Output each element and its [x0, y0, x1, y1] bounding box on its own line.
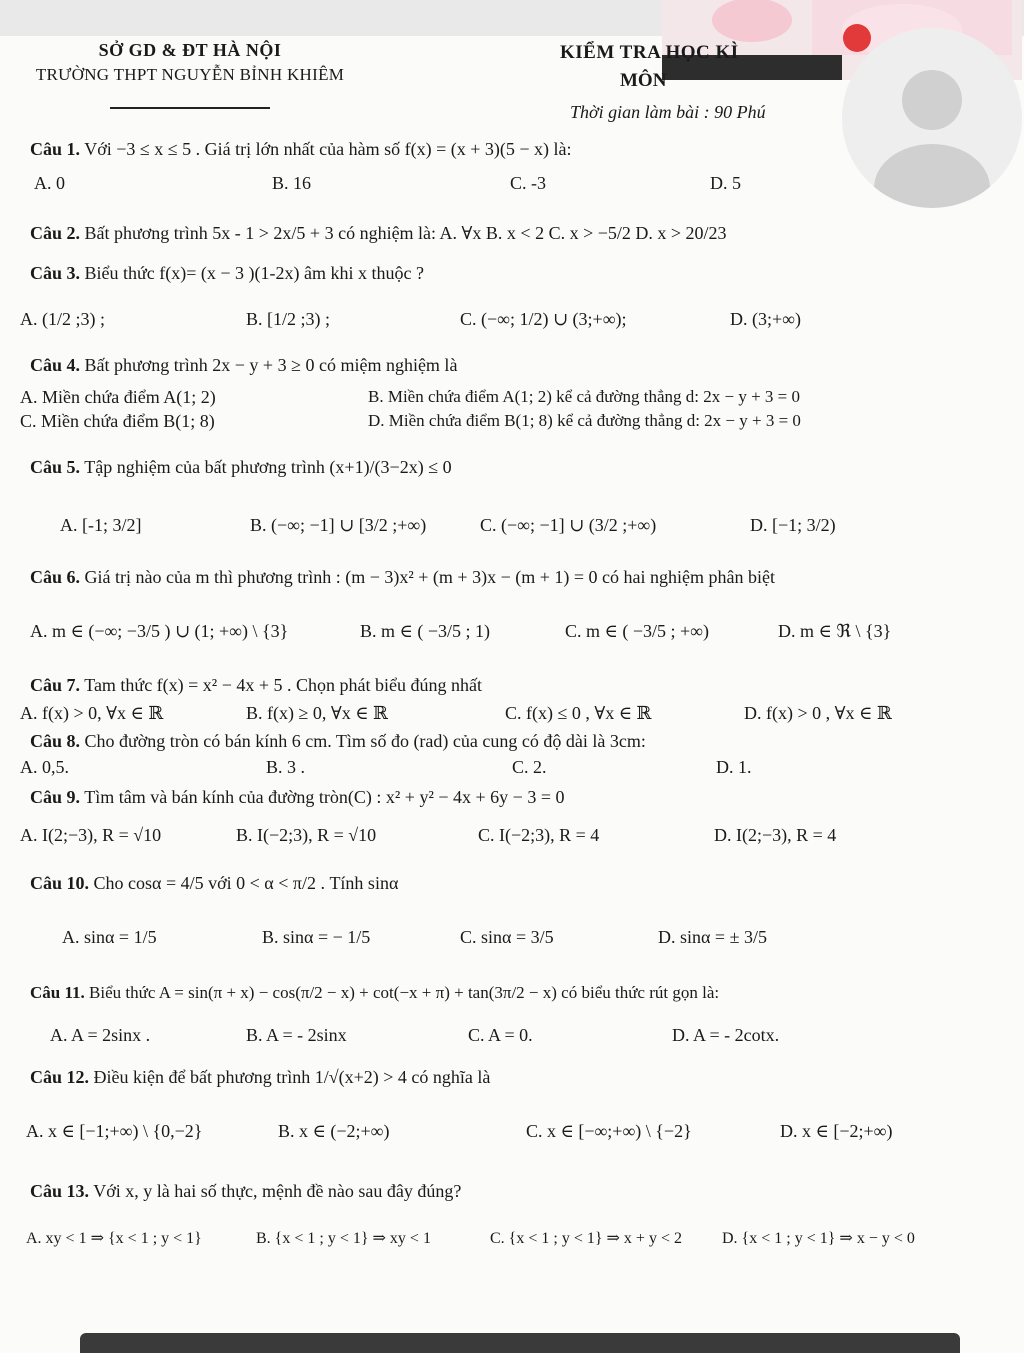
school-header — [0, 36, 380, 109]
question-4 — [30, 354, 457, 376]
option[interactable]: D. (3;+∞) — [730, 309, 801, 329]
option[interactable]: B. (−∞; −1] ∪ [3/2 ;+∞) — [250, 515, 427, 535]
option[interactable]: D. [−1; 3/2) — [750, 515, 836, 535]
question-text: Tìm tâm và bán kính của đường tròn(C) : x² + y² − 4x + 6y − 3 = 0 — [84, 787, 565, 807]
option[interactable]: D. 1. — [716, 757, 752, 777]
option[interactable]: B. f(x) ≥ 0, ∀x ∈ ℝ — [246, 703, 389, 723]
department-name: SỞ GD & ĐT HÀ NỘI — [98, 40, 282, 60]
option[interactable]: C. -3 — [510, 173, 546, 193]
option[interactable]: A. I(2;−3), R = √10 — [20, 825, 162, 845]
question-label: Câu 8. — [30, 731, 81, 751]
option[interactable]: C. Miền chứa điểm B(1; 8) — [20, 411, 215, 431]
option[interactable]: A. Miền chứa điểm A(1; 2) — [20, 387, 216, 407]
question-label: Câu 9. — [30, 787, 81, 807]
question-label: Câu 3. — [30, 263, 81, 283]
option[interactable]: C. m ∈ ( −3/5 ; +∞) — [565, 621, 709, 641]
question-label: Câu 4. — [30, 355, 81, 375]
option[interactable]: C. x ∈ [−∞;+∞) \ {−2} — [526, 1121, 692, 1141]
option[interactable]: D. I(2;−3), R = 4 — [714, 825, 837, 845]
question-1 — [30, 138, 572, 160]
question-text: Với −3 ≤ x ≤ 5 . Giá trị lớn nhất của hàm số f(x) = (x + 3)(5 − x) là: — [84, 139, 572, 159]
question-label: Câu 5. — [30, 457, 81, 477]
option[interactable]: A. xy < 1 ⇒ {x < 1 ; y < 1} — [26, 1230, 202, 1247]
option[interactable]: A. (1/2 ;3) ; — [20, 309, 105, 329]
question-label: Câu 1. — [30, 139, 81, 159]
question-label: Câu 7. — [30, 675, 81, 695]
option[interactable]: C. {x < 1 ; y < 1} ⇒ x + y < 2 — [490, 1230, 682, 1247]
question-text: Giá trị nào của m thì phương trình : (m − 3)x² + (m + 3)x − (m + 1) = 0 có hai nghiệm phân biệt — [84, 567, 775, 587]
question-13 — [30, 1180, 461, 1202]
option[interactable]: B. I(−2;3), R = √10 — [236, 825, 377, 845]
question-text: Điều kiện để bất phương trình 1/√(x+2) > 4 có nghĩa là — [93, 1067, 491, 1087]
option[interactable]: B. {x < 1 ; y < 1} ⇒ xy < 1 — [256, 1230, 431, 1247]
question-text: Với x, y là hai số thực, mệnh đề nào sau đây đúng? — [93, 1181, 462, 1201]
option[interactable]: C. 2. — [512, 757, 547, 777]
exam-header — [560, 36, 920, 123]
option[interactable]: A. 0 — [34, 173, 65, 193]
question-text: Biểu thức f(x)= (x − 3 )(1-2x) âm khi x thuộc ? — [84, 263, 424, 283]
option[interactable]: D. 5 — [710, 173, 741, 193]
option[interactable]: A. sinα = 1/5 — [62, 927, 157, 947]
question-9 — [30, 786, 564, 808]
option[interactable]: C. (−∞; −1] ∪ (3/2 ;+∞) — [480, 515, 657, 535]
bottom-bar — [80, 1333, 960, 1353]
question-text: Biểu thức A = sin(π + x) − cos(π/2 − x) + cot(−x + π) + tan(3π/2 − x) có biểu thức rút gọn là: — [89, 983, 720, 1002]
exam-duration: Thời gian làm bài : 90 Phú — [570, 102, 766, 122]
question-text: Tập nghiệm của bất phương trình (x+1)/(3−2x) ≤ 0 — [84, 457, 452, 477]
question-12 — [30, 1066, 490, 1088]
question-text: Bất phương trình 2x − y + 3 ≥ 0 có miệm nghiệm là — [84, 355, 458, 375]
option[interactable]: A. A = 2sinx . — [50, 1025, 151, 1045]
question-label: Câu 13. — [30, 1181, 90, 1201]
question-label: Câu 2. — [30, 223, 81, 243]
option[interactable]: B. x ∈ (−2;+∞) — [278, 1121, 390, 1141]
question-label: Câu 12. — [30, 1067, 90, 1087]
question-label: Câu 6. — [30, 567, 81, 587]
option[interactable]: A. x ∈ [−1;+∞) \ {0,−2} — [26, 1121, 203, 1141]
option[interactable]: A. m ∈ (−∞; −3/5 ) ∪ (1; +∞) \ {3} — [30, 621, 289, 641]
option[interactable]: A. f(x) > 0, ∀x ∈ ℝ — [20, 703, 164, 723]
option[interactable]: D. x ∈ [−2;+∞) — [780, 1121, 893, 1141]
question-6 — [30, 566, 775, 588]
option[interactable]: B. Miền chứa điểm A(1; 2) kể cả đường thẳng d: 2x − y + 3 = 0 — [368, 387, 800, 406]
question-10 — [30, 872, 398, 894]
question-7 — [30, 674, 482, 696]
school-name: TRƯỜNG THPT NGUYỄN BỈNH KHIÊM — [35, 65, 345, 84]
option[interactable]: B. 16 — [272, 173, 312, 193]
question-3 — [30, 262, 424, 284]
option[interactable]: B. sinα = − 1/5 — [262, 927, 371, 947]
question-text: Tam thức f(x) = x² − 4x + 5 . Chọn phát biểu đúng nhất — [84, 675, 482, 695]
option[interactable]: D. Miền chứa điểm B(1; 8) kể cả đường thẳng d: 2x − y + 3 = 0 — [368, 411, 801, 430]
question-text: Cho cosα = 4/5 với 0 < α < π/2 . Tính sinα — [93, 873, 399, 893]
option[interactable]: B. 3 . — [266, 757, 306, 777]
option[interactable]: C. I(−2;3), R = 4 — [478, 825, 600, 845]
question-label: Câu 11. — [30, 983, 85, 1002]
option[interactable]: B. A = - 2sinx — [246, 1025, 347, 1045]
option[interactable]: A. 0,5. — [20, 757, 69, 777]
option[interactable]: D. A = - 2cotx. — [672, 1025, 780, 1045]
option[interactable]: D. sinα = ± 3/5 — [658, 927, 767, 947]
option[interactable]: D. {x < 1 ; y < 1} ⇒ x − y < 0 — [722, 1230, 915, 1247]
exam-title: KIỂM TRA HỌC KÌ — [560, 42, 739, 63]
question-label: Câu 10. — [30, 873, 90, 893]
option[interactable]: C. f(x) ≤ 0 , ∀x ∈ ℝ — [505, 703, 652, 723]
question-11 — [30, 982, 719, 1004]
question-8 — [30, 730, 646, 752]
option[interactable]: C. sinα = 3/5 — [460, 927, 554, 947]
question-5 — [30, 456, 452, 478]
question-2 — [30, 222, 727, 244]
option[interactable]: C. A = 0. — [468, 1025, 533, 1045]
question-text: Bất phương trình 5x - 1 > 2x/5 + 3 có nghiệm là: A. ∀x B. x < 2 C. x > −5/2 D. x > 20/23 — [84, 223, 727, 243]
question-text: Cho đường tròn có bán kính 6 cm. Tìm số đo (rad) của cung có độ dài là 3cm: — [84, 731, 646, 751]
option[interactable]: D. m ∈ ℜ \ {3} — [778, 621, 892, 641]
option[interactable]: D. f(x) > 0 , ∀x ∈ ℝ — [744, 703, 892, 723]
option[interactable]: C. (−∞; 1/2) ∪ (3;+∞); — [460, 309, 627, 329]
option[interactable]: B. m ∈ ( −3/5 ; 1) — [360, 621, 490, 641]
exam-subject: MÔN — [620, 70, 667, 91]
option[interactable]: B. [1/2 ;3) ; — [246, 309, 330, 329]
option[interactable]: A. [-1; 3/2] — [60, 515, 142, 535]
header-divider — [110, 107, 270, 109]
